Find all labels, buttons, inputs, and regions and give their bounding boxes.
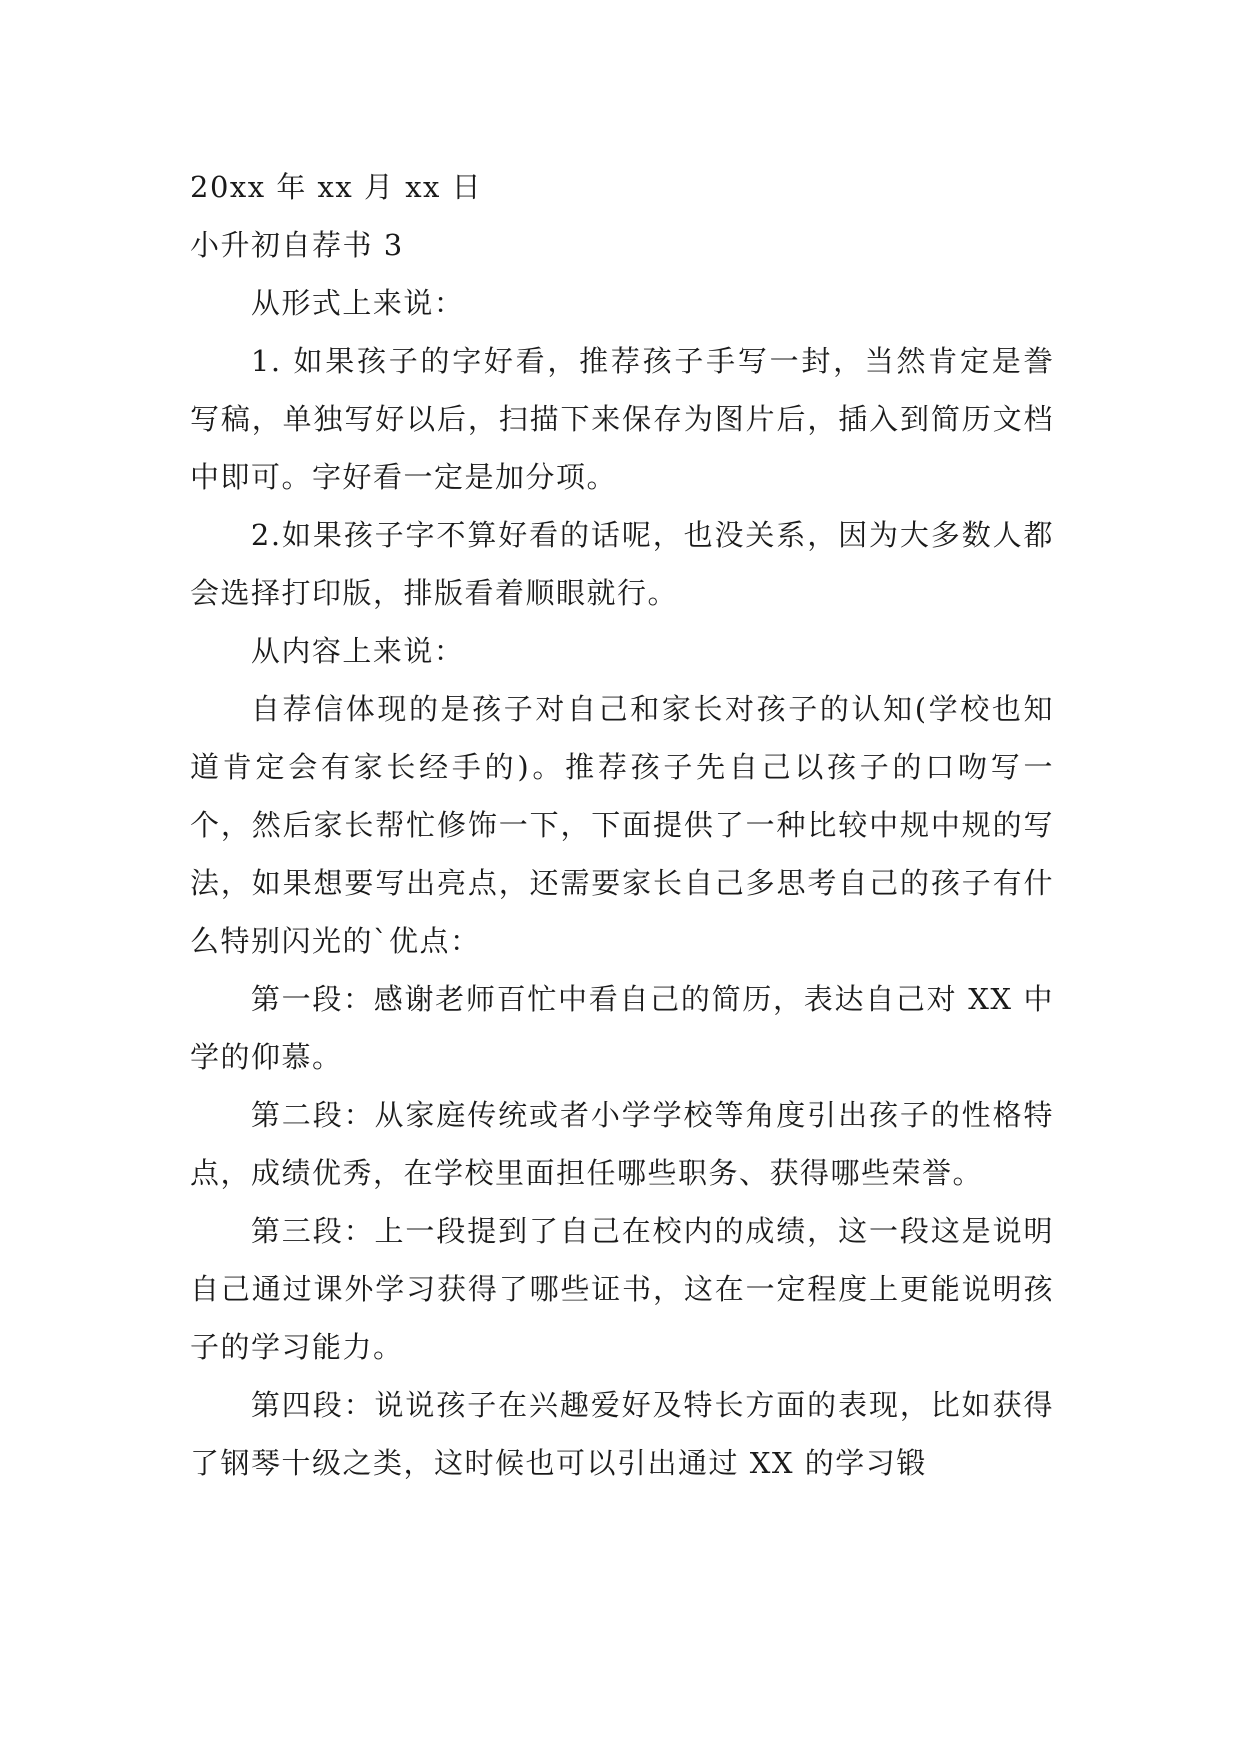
paragraph-section-three: 第三段：上一段提到了自己在校内的成绩，这一段这是说明自己通过课外学习获得了哪些证书，这在一定程度上更能说明孩子的学习能力。 bbox=[190, 1214, 1054, 1364]
paragraph-content-heading: 从内容上来说： bbox=[250, 634, 465, 668]
paragraph-section-four: 第四段：说说孩子在兴趣爱好及特长方面的表现，比如获得了钢琴十级之类，这时候也可以引出通过 XX 的学习锻 bbox=[190, 1388, 1054, 1480]
paragraph-section-two: 第二段：从家庭传统或者小学学校等角度引出孩子的性格特点，成绩优秀，在学校里面担任哪些职务、获得哪些荣誉。 bbox=[190, 1098, 1054, 1190]
paragraph-content-intro: 自荐信体现的是孩子对自己和家长对孩子的认知(学校也知道肯定会有家长经手的)。推荐孩子先自己以孩子的口吻写一个，然后家长帮忙修饰一下，下面提供了一种比较中规中规的写法，如果想要写出亮点，还需要家长自己多思考自己的孩子有什么特别闪光的`优点： bbox=[190, 692, 1054, 958]
paragraph-form-heading: 从形式上来说： bbox=[250, 286, 465, 320]
paragraph-section-one: 第一段：感谢老师百忙中看自己的简历，表达自己对 XX 中学的仰慕。 bbox=[190, 982, 1054, 1074]
paragraph-handwritten-tip: 1. 如果孩子的字好看，推荐孩子手写一封，当然肯定是誊写稿，单独写好以后，扫描下来保存为图片后，插入到简历文档中即可。字好看一定是加分项。 bbox=[190, 344, 1054, 494]
paragraph-printed-tip: 2.如果孩子字不算好看的话呢，也没关系，因为大多数人都会选择打印版，排版看着顺眼就行。 bbox=[190, 518, 1054, 610]
date-line: 20xx 年 xx 月 xx 日 bbox=[190, 170, 483, 204]
document-title: 小升初自荐书 3 bbox=[190, 228, 404, 262]
document-body bbox=[190, 158, 1054, 1492]
